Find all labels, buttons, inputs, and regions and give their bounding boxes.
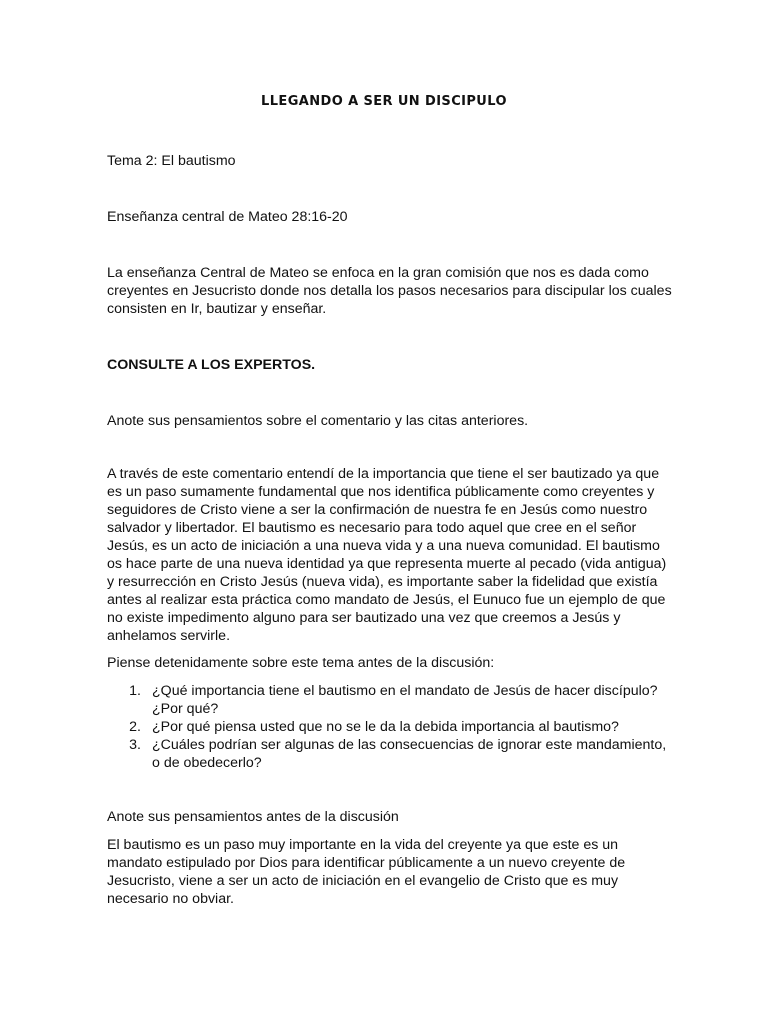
final-line: mandato estipulado por Dios para identificar públicamente a un nuevo creyente de xyxy=(107,855,626,871)
list-item-2 xyxy=(107,718,619,736)
list-number: 3. xyxy=(129,737,141,753)
question-line: ¿Por qué piensa usted que no se le da la debida importancia al bautismo? xyxy=(152,719,619,735)
list-number: 2. xyxy=(129,719,141,735)
final-line: Jesucristo, viene a ser un acto de iniciación en el evangelio de Cristo que es muy xyxy=(107,873,619,889)
comment-line: anhelamos servirle. xyxy=(107,628,231,644)
comment-line: salvador y libertador. El bautismo es necesario para todo aquel que cree en el señor xyxy=(107,520,637,536)
comment-line: es un paso sumamente fundamental que nos identifica públicamente como creyentes y xyxy=(107,484,655,500)
question-line: o de obedecerlo? xyxy=(152,755,262,771)
tema-line: Tema 2: El bautismo xyxy=(107,153,236,169)
question-line: ¿Por qué? xyxy=(152,701,219,717)
comment-line: no existe impedimento alguno para ser bautizado una vez que creemos a Jesús y xyxy=(107,610,621,626)
comment-line: seguidores de Cristo viene a ser la confirmación de nuestra fe en Jesús como nuestro xyxy=(107,502,648,518)
list-number: 1. xyxy=(129,683,141,699)
question-line: ¿Cuáles podrían ser algunas de las consecuencias de ignorar este mandamiento, xyxy=(152,737,667,753)
list-item-1 xyxy=(107,682,658,700)
comment-line: os hace parte de una nueva identidad ya que representa muerte al pecado (vida antigua) xyxy=(107,556,667,572)
document-title: LLEGANDO A SER UN DISCIPULO xyxy=(261,94,507,109)
question-line: ¿Qué importancia tiene el bautismo en el mandato de Jesús de hacer discípulo? xyxy=(152,683,658,699)
piense-prompt: Piense detenidamente sobre este tema antes de la discusión: xyxy=(107,655,495,671)
comment-line: y resurrección en Cristo Jesús (nueva vida), es importante saber la fidelidad que existía xyxy=(107,574,658,590)
final-line: El bautismo es un paso muy importante en la vida del creyente ya que este es un xyxy=(107,837,619,853)
consulte-heading: CONSULTE A LOS EXPERTOS. xyxy=(107,357,316,373)
anote-prompt-2: Anote sus pensamientos antes de la discusión xyxy=(107,809,399,825)
comment-line: antes al realizar esta práctica como mandato de Jesús, el Eunuco fue un ejemplo de que xyxy=(107,592,666,608)
intro-line: consisten en Ir, bautizar y enseñar. xyxy=(107,301,327,317)
list-item-3 xyxy=(107,736,667,754)
anote-prompt-1: Anote sus pensamientos sobre el comentario y las citas anteriores. xyxy=(107,413,529,429)
final-line: necesario no obviar. xyxy=(107,891,234,907)
ensenanza-central-line: Enseñanza central de Mateo 28:16-20 xyxy=(107,209,348,225)
comment-line: Jesús, es un acto de iniciación a una nueva vida y a una nueva comunidad. El bautismo xyxy=(107,538,660,554)
intro-line: La enseñanza Central de Mateo se enfoca en la gran comisión que nos es dada como xyxy=(107,265,649,281)
intro-line: creyentes en Jesucristo donde nos detalla los pasos necesarios para discipular los cuales xyxy=(107,283,672,299)
comment-line: A través de este comentario entendí de la importancia que tiene el ser bautizado ya que xyxy=(107,466,660,482)
